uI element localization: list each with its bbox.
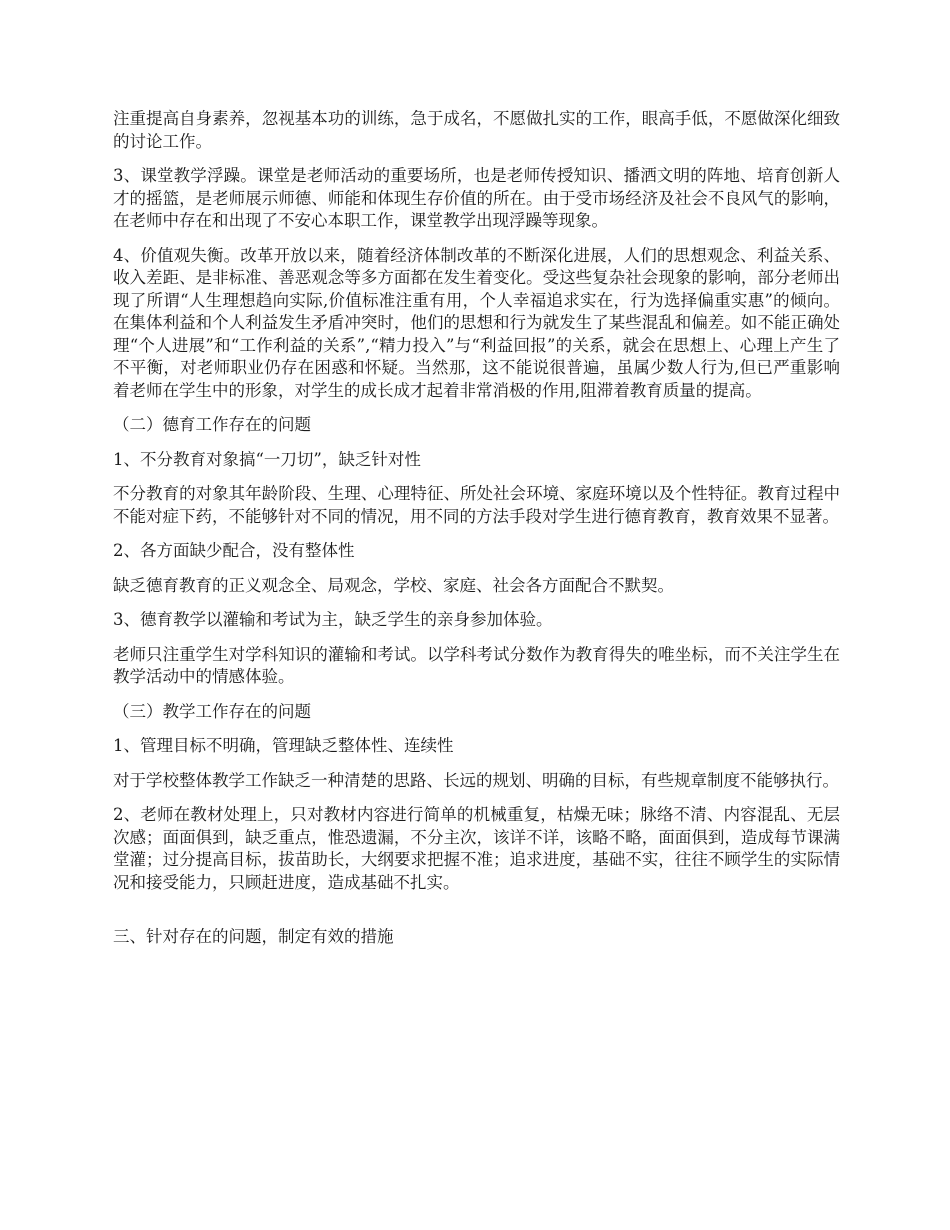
paragraph-continuation: 注重提高自身素养，忽视基本功的训练，急于成名，不愿做扎实的工作，眼高手低，不愿做深化细致的讨论工作。 <box>113 109 840 151</box>
paragraph-one-size-fits-all: 不分教育的对象其年龄阶段、生理、心理特征、所处社会环境、家庭环境以及个性特征。教育过程中不能对症下药，不能够针对不同的情况，用不同的方法手段对学生进行德育教育，教育效果不显著。 <box>113 484 840 526</box>
heading-effective-measures: 三、针对存在的问题，制定有效的措施 <box>113 927 394 946</box>
document-body <box>113 108 840 961</box>
heading-moral-education-problems: （二）德育工作存在的问题 <box>113 415 311 434</box>
subheading-one-size-fits-all: 1、不分教育对象搞“一刀切”，缺乏针对性 <box>113 449 421 469</box>
subheading-indoctrination-exams: 3、德育教学以灌输和考试为主，缺乏学生的亲身参加体验。 <box>113 610 553 629</box>
paragraph-classroom-teaching: 3、课堂教学浮躁。课堂是老师活动的重要场所，也是老师传授知识、播洒文明的阵地、培育创新人才的摇篮，是老师展示师德、师能和体现生存价值的所在。由于受市场经济及社会不良风气的影响，在老师中存在和出现了不安心本职工作，课堂教学出现浮躁等现象。 <box>113 166 840 230</box>
paragraph-indoctrination-exams: 老师只注重学生对学科知识的灌输和考试。以学科考试分数作为教育得失的唯坐标，而不关注学生在教学活动中的情感体验。 <box>113 644 840 686</box>
paragraph-values-imbalance: 4、价值观失衡。改革开放以来，随着经济体制改革的不断深化进展，人们的思想观念、利益关系、收入差距、是非标准、善恶观念等多方面都在发生着变化。受这些复杂社会现象的影响，部分老师出现了所谓“人生理想趋向实际,价值标准注重有用，个人幸福追求实在，行为选择偏重实惠”的倾向。在集体利益和个人利益发生矛盾冲突时，他们的思想和行为就发生了某些混乱和偏差。如不能正确处理“个人进展”和“工作利益的关系”,“精力投入”与“利益回报”的关系，就会在思想上、心理上产生了不平衡，对老师职业仍存在困惑和怀疑。当然那，这不能说很普遍，虽属少数人行为,但已严重影响着老师在学生中的形象，对学生的成长成才起着非常消极的作用,阻滞着教育质量的提高。 <box>113 245 840 400</box>
paragraph-lack-of-coordination: 缺乏德育教育的正义观念全、局观念，学校、家庭、社会各方面配合不默契。 <box>113 575 674 595</box>
subheading-lack-of-coordination: 2、各方面缺少配合，没有整体性 <box>113 541 355 560</box>
paragraph-management-goals: 对于学校整体教学工作缺乏一种清楚的思路、长远的规划、明确的目标，有些规章制度不能够执行。 <box>113 770 839 790</box>
paragraph-textbook-handling: 2、老师在教材处理上，只对教材内容进行简单的机械重复，枯燥无味；脉络不清、内容混乱、无层次感；面面俱到，缺乏重点，惟恐遗漏，不分主次，该详不详，该略不略，面面俱到，造成每节课满堂灌；过分提高目标，拔苗助长，大纲要求把握不准；追求进度，基础不实，往往不顾学生的实际情况和接受能力，只顾赶进度，造成基础不扎实。 <box>113 805 840 892</box>
subheading-management-goals: 1、管理目标不明确，管理缺乏整体性、连续性 <box>113 736 454 755</box>
heading-teaching-problems: （三）教学工作存在的问题 <box>113 701 311 721</box>
